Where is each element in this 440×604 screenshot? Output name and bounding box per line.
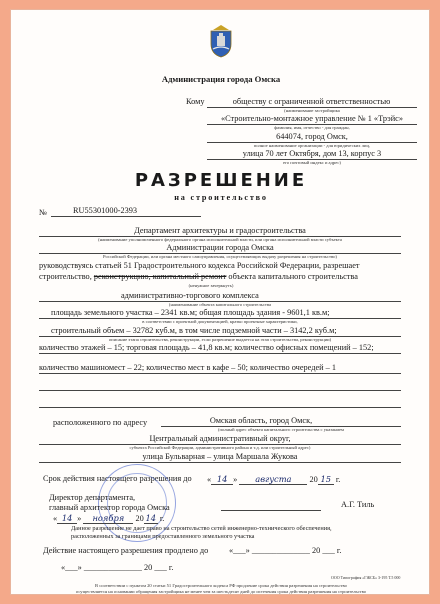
authority-line-1: Департамент архитектуры и градостроительства: [134, 226, 306, 235]
signature-year-suffix: г.: [159, 514, 165, 523]
document-subtitle: на строительство: [174, 193, 268, 202]
recipient-line-3: 644074, город Омск,: [276, 132, 348, 141]
object-name: административно-торгового комплекса: [121, 291, 259, 300]
extension-blank-2: «___» ______________ 20 ___ г.: [61, 563, 174, 572]
validity-year: 15: [318, 474, 334, 485]
recipient-caption-3: полное наименование организации - для юридических лиц,: [253, 143, 371, 148]
footer-note-2: осуществляется на основании обращения застройщика не менее чем за шестьдесят дней до истечения срока действия разрешения на строительство: [75, 589, 367, 594]
recipient-line-2: «Строительно-монтажное управление № 1 «Трэйс»: [220, 114, 404, 123]
signature-month: ноября: [83, 513, 133, 524]
signature-year: 14: [145, 513, 157, 523]
recipient-caption-2: фамилия, имя, отчество - для граждан,: [274, 125, 350, 130]
recipient-caption-1: (наименование застройщика: [284, 108, 340, 113]
number-label: №: [39, 208, 47, 217]
address-line-3: улица Бульварная – улица Маршала Жукова: [142, 452, 298, 461]
decree-object-type: объекта капитального строительства: [226, 272, 358, 281]
validity-label: Срок действия настоящего разрешения до: [43, 474, 192, 483]
object-area-line: площадь земельного участка – 2341 кв.м; общая площадь здания - 9601,1 кв.м;: [51, 308, 330, 317]
signature-note-1: Данное разрешение не дает право на строительство сетей инженерно-технического обеспечения,: [71, 525, 332, 532]
decree-struck-options: реконструкцию, капитальный ремонт: [93, 272, 227, 281]
signer-name: А.Г. Тиль: [341, 500, 375, 509]
authority-line-2: Администрации города Омска: [166, 243, 274, 252]
validity-date: « 14 » августа 20 15 г.: [207, 474, 341, 484]
decree-line-2: [39, 272, 358, 281]
object-parking-line: количество машиномест – 22; количество мест в кафе – 50; количество очередей – 1: [39, 363, 337, 372]
decree-construction: строительство,: [39, 272, 94, 281]
address-caption-2: субъекта Российской Федерации, административного района и т.д. или строительный адрес): [129, 445, 311, 450]
object-floors-line: количество этажей – 15; торговая площадь – 41,8 кв.м; количество офисных помещений – 152;: [39, 343, 374, 352]
recipient-caption-4: его почтовый индекс и адрес): [283, 160, 341, 165]
signer-position-1: Директор департамента,: [49, 493, 136, 502]
validity-month: августа: [239, 474, 307, 485]
object-caption-stage: описание этапа строительства, реконструкции, если разрешение выдается на этап строительства, реконструкции): [108, 337, 332, 342]
validity-day: 14: [211, 474, 233, 485]
recipient-line-4: улица 70 лет Октября, дом 13, корпус 3: [242, 149, 382, 158]
permit-number: RU55301000-2393: [73, 206, 138, 215]
decree-line-1: руководствуясь статьей 51 Градостроительного кодекса Российской Федерации, разрешает: [39, 261, 360, 270]
validity-year-prefix: 20: [309, 475, 318, 484]
document-title: РАЗРЕШЕНИЕ: [134, 170, 308, 191]
address-line-2: Центральный административный округ,: [149, 434, 291, 443]
signature-date: « 14 » ноября 20 14 г.: [53, 513, 165, 523]
footer-note-1: В соответствии с пунктом 20 статьи 51 Градостроительного кодекса РФ продление срока действия разрешения на строительство: [95, 583, 347, 588]
recipient-label: Кому: [186, 97, 205, 106]
signature-day: 14: [57, 513, 77, 524]
signer-position-2: главный архитектор города Омска: [49, 503, 170, 512]
coat-of-arms-icon: [209, 24, 233, 58]
extension-blank-1: «___» ______________ 20 ___ г.: [229, 546, 342, 555]
object-caption-project: в соответствии с проектной документацией, кратко проектные характеристики,: [142, 319, 298, 324]
object-volume-line: строительный объем – 32782 куб.м, в том числе подземной части – 3142,2 куб.м;: [51, 326, 337, 335]
address-line-1: Омская область, город Омск,: [209, 416, 313, 425]
signature-year-prefix: 20: [135, 514, 144, 523]
validity-year-suffix: г.: [335, 475, 341, 484]
address-caption-1: (полный адрес объекта капитального строительства с указанием: [218, 427, 344, 432]
issuing-authority-heading: Администрация города Омска: [161, 74, 281, 84]
object-caption-name: (наименование объекта капитального строительства: [168, 302, 272, 307]
authority-caption-2: Российской Федерации, или органа местного самоуправления, осуществляющих выдачу разрешения на строительство): [103, 254, 337, 259]
address-label: расположенного по адресу: [53, 418, 148, 427]
signature-note-2: расположенных за границами предоставленного земельного участка: [71, 533, 255, 540]
decree-caption: (ненужное зачеркнуть): [188, 283, 234, 288]
printer-imprint: ООО Типография «ГЖСБ» 3-195 Т.5 000: [331, 575, 401, 580]
recipient-line-1: обществу с ограниченной ответственностью: [232, 97, 391, 106]
extension-label: Действие настоящего разрешения продлено до: [43, 546, 209, 555]
permit-inner-frame: [10, 9, 430, 595]
authority-caption-1: (наименование уполномоченного федерального органа исполнительной власти, или органа исполнительной власти субъекта: [98, 237, 342, 242]
